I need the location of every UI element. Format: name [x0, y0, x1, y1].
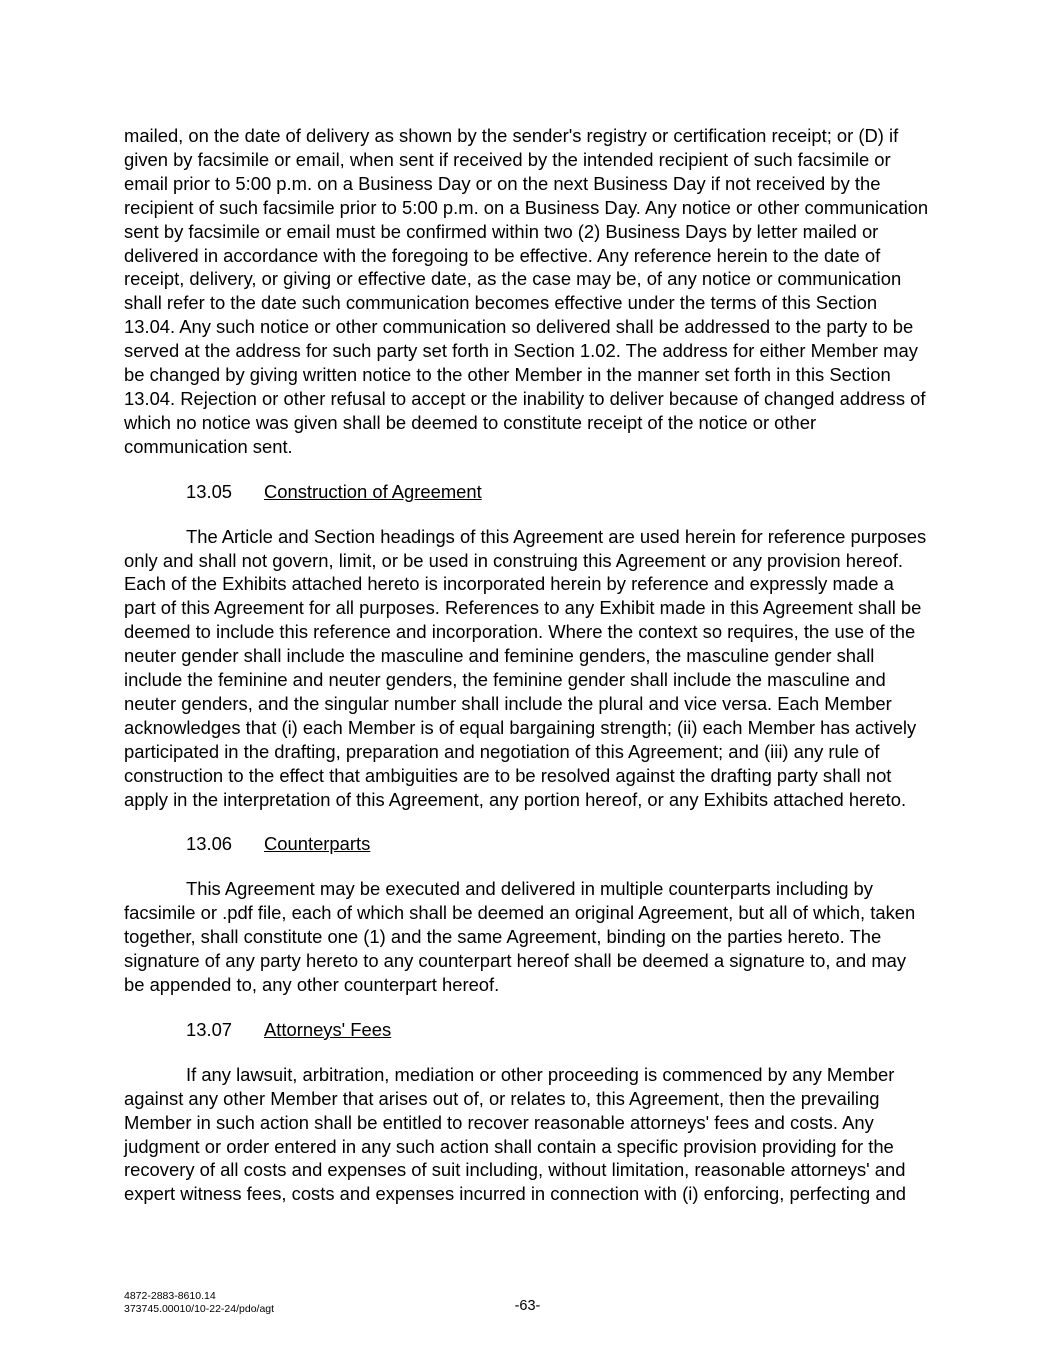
section-heading-13-07: [124, 1018, 930, 1042]
page-number: -63-: [514, 1298, 541, 1314]
section-heading-13-06: [124, 832, 930, 856]
document-body: [124, 124, 930, 1227]
section-number: 13.05: [186, 480, 233, 502]
footer-doc-id-line1: 4872-2883-8610.14: [124, 1290, 216, 1302]
section-heading-13-05: [124, 480, 930, 504]
section-title: Counterparts: [264, 833, 371, 855]
section-paragraph-13-06: This Agreement may be executed and delivered in multiple counterparts including by facsimile or .pdf file, each of which shall be deemed an original Agreement, but all of which, taken together, shall constitute one (1) and the same Agreement, binding on the parties hereto. The signature of any party hereto to any counterpart hereof shall be deemed a signature to, and may be appended to, any other counterpart hereof.: [124, 878, 916, 995]
section-number: 13.06: [186, 833, 233, 855]
section-paragraph-13-07: If any lawsuit, arbitration, mediation or other proceeding is commenced by any Member against any other Member that arises out of, or relates to, this Agreement, then the prevailing Member in such action shall be entitled to recover reasonable attorneys' fees and costs. Any judgment or order entered in any such action shall contain a specific provision providing for the recovery of all costs and expenses of suit including, without limitation, reasonable attorneys' and expert witness fees, costs and expenses incurred in connection with (i) enforcing, perfecting and: [124, 1063, 907, 1205]
section-paragraph-13-05: The Article and Section headings of this Agreement are used herein for reference purposes only and shall not govern, limit, or be used in construing this Agreement or any provision hereof. Each of the Exhibits attached hereto is incorporated herein by reference and expressly made a part of this Agreement for all purposes. References to any Exhibit made in this Agreement shall be deemed to include this reference and incorporation. Where the context so requires, the use of the neuter gender shall include the masculine and feminine genders, the masculine gender shall include the feminine and neuter genders, the feminine gender shall include the masculine and neuter genders, and the singular number shall include the plural and vice versa. Each Member acknowledges that (i) each Member is of equal bargaining strength; (ii) each Member has actively participated in the drafting, preparation and negotiation of this Agreement; and (iii) any rule of construction to the effect that ambiguities are to be resolved against the drafting party shall not apply in the interpretation of this Agreement, any portion hereof, or any Exhibits attached hereto.: [124, 525, 927, 810]
continuation-paragraph: mailed, on the date of delivery as shown by the sender's registry or certification receipt; or (D) if given by facsimile or email, when sent if received by the intended recipient of such facsimile or email prior to 5:00 p.m. on a Business Day or on the next Business Day if not received by the recipient of such facsimile prior to 5:00 p.m. on a Business Day. Any notice or other communication sent by facsimile or email must be confirmed within two (2) Business Days by letter mailed or delivered in accordance with the foregoing to be effective. Any reference herein to the date of receipt, delivery, or giving or effective date, as the case may be, of any notice or communication shall refer to the date such communication becomes effective under the terms of this Section 13.04. Any such notice or other communication so delivered shall be addressed to the party to be served at the address for such party set forth in Section 1.02. The address for either Member may be changed by giving written notice to the other Member in the manner set forth in this Section 13.04. Rejection or other refusal to accept or the inability to deliver because of changed address of which no notice was given shall be deemed to constitute receipt of the notice or other communication sent.: [124, 125, 929, 457]
section-title: Attorneys' Fees: [264, 1018, 392, 1040]
section-number: 13.07: [186, 1018, 233, 1040]
section-title: Construction of Agreement: [264, 480, 482, 502]
footer-doc-id-line2: 373745.00010/10-22-24/pdo/agt: [124, 1302, 275, 1315]
